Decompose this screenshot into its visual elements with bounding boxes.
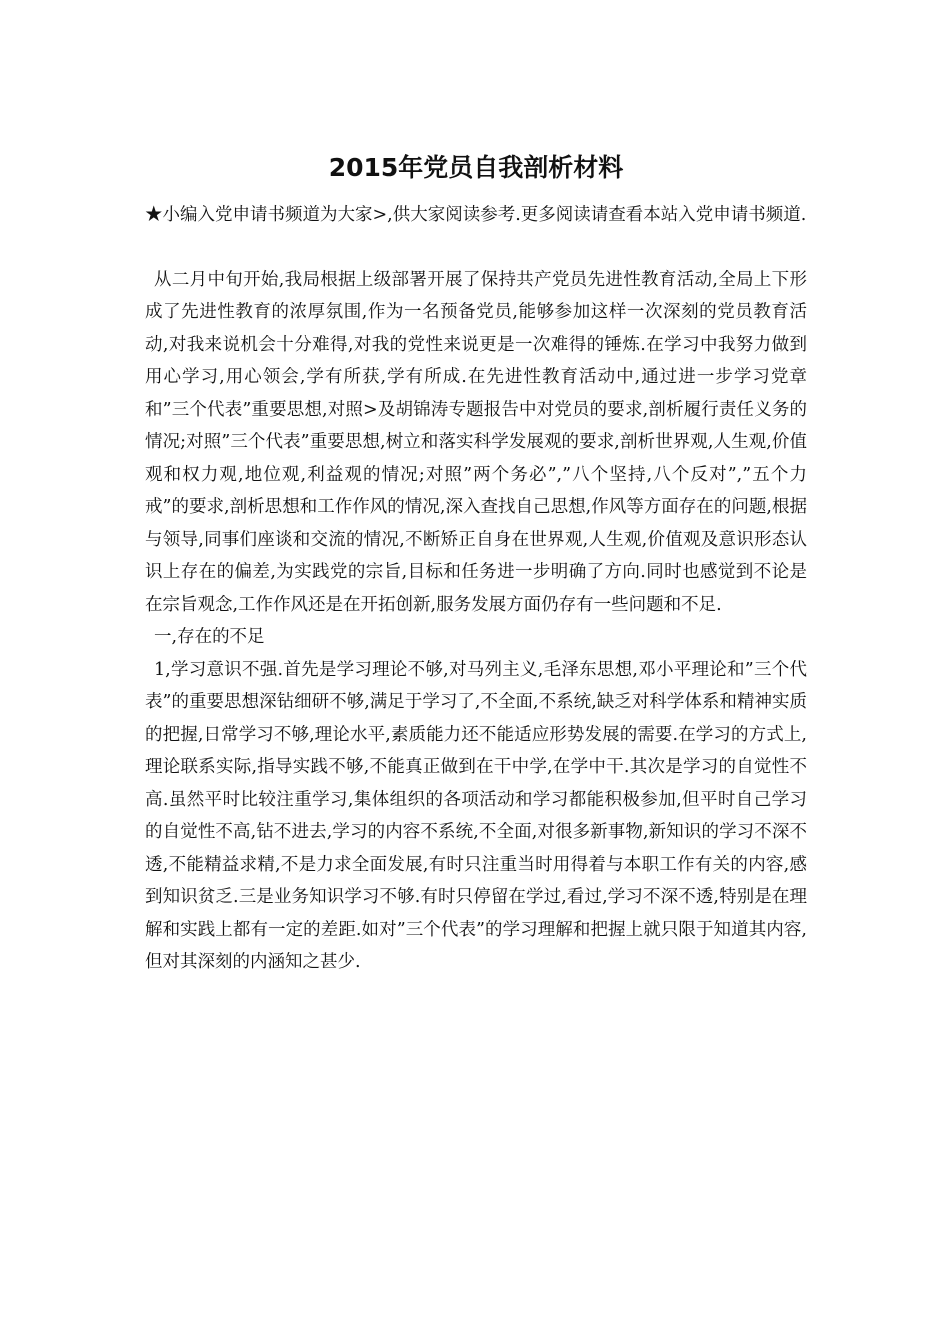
body-paragraph-2: 1,学习意识不强.首先是学习理论不够,对马列主义,毛泽东思想,邓小平理论和”三个代表”的重要思想深钻细研不够,满足于学习了,不全面,不系统,缺乏对科学体系和精神实质的把握,日常学习不够,理论水平,素质能力还不能适应形势发展的需要.在学习的方式上,理论联系实际,指导实践不够,不能真正做到在干中学,在学中干.其次是学习的自觉性不高.虽然平时比较注重学习,集体组织的各项活动和学习都能积极参加,但平时自己学习的自觉性不高,钻不进去,学习的内容不系统,不全面,对很多新事物,新知识的学习不深不透,不能精益求精,不是力求全面发展,有时只注重当时用得着与本职工作有关的内容,感到知识贫乏.三是业务知识学习不够.有时只停留在学过,看过,学习不深不透,特别是在理解和实践上都有一定的差距.如对”三个代表”的学习理解和把握上就只限于知道其内容,但对其深刻的内涵知之甚少.: [145, 659, 807, 972]
document-page: [145, 148, 807, 979]
body-paragraph-1: 从二月中旬开始,我局根据上级部署开展了保持共产党员先进性教育活动,全局上下形成了先进性教育的浓厚氛围,作为一名预备党员,能够参加这样一次深刻的党员教育活动,对我来说机会十分难得,对我的党性来说更是一次难得的锤炼.在学习中我努力做到用心学习,用心领会,学有所获,学有所成.在先进性教育活动中,通过进一步学习党章和”三个代表”重要思想,对照>及胡锦涛专题报告中对党员的要求,剖析履行责任义务的情况;对照”三个代表”重要思想,树立和落实科学发展观的要求,剖析世界观,人生观,价值观和权力观,地位观,利益观的情况;对照”两个务必”,”八个坚持,八个反对”,”五个力戒”的要求,剖析思想和工作作风的情况,深入查找自己思想,作风等方面存在的问题,根据与领导,同事们座谈和交流的情况,不断矫正自身在世界观,人生观,价值观及意识形态认识上存在的偏差,为实践党的宗旨,目标和任务进一步明确了方向.同时也感觉到不论是在宗旨观念,工作作风还是在开拓创新,服务发展方面仍存有一些问题和不足.: [145, 269, 807, 615]
document-title: 2015年党员自我剖析材料: [328, 153, 624, 182]
intro-paragraph: ★小编入党申请书频道为大家>,供大家阅读参考.更多阅读请查看本站入党申请书频道.: [145, 205, 807, 225]
section-heading-1: 一,存在的不足: [154, 627, 265, 647]
